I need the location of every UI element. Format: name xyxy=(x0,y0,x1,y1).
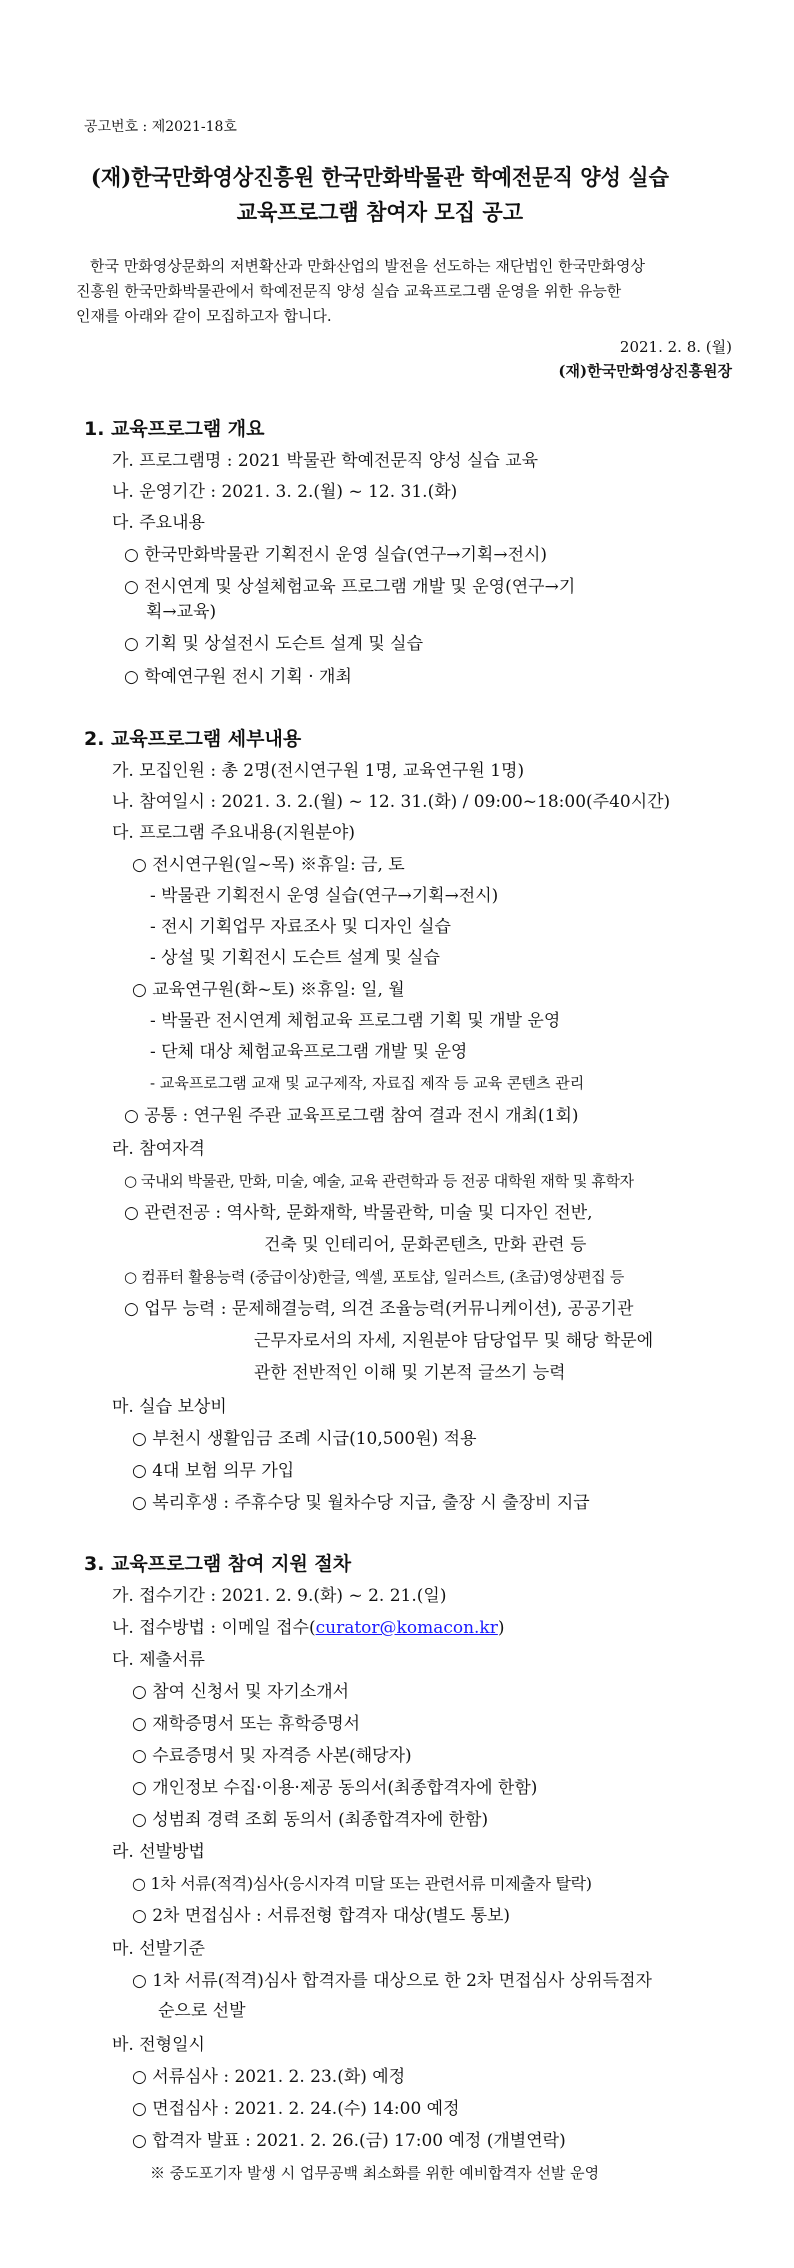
application-method-label: 나. 접수방법 : 이메일 접수( xyxy=(112,1618,316,1638)
section-1-heading: 1. 교육프로그램 개요 xyxy=(84,418,265,440)
list-item: ○ 4대 보험 의무 가입 xyxy=(132,1461,295,1481)
list-item: - 교육프로그램 교재 및 교구제작, 자료집 제작 등 교육 콘텐츠 관리 xyxy=(150,1074,585,1092)
operation-period: 나. 운영기간 : 2021. 3. 2.(월) ~ 12. 31.(화) xyxy=(112,482,458,502)
list-item: - 상설 및 기획전시 도슨트 설계 및 실습 xyxy=(150,948,440,968)
documents-label: 다. 제출서류 xyxy=(112,1650,205,1670)
education-researcher-head: ○ 교육연구원(화~토) ※휴일: 일, 월 xyxy=(132,980,405,1000)
list-item: ○ 컴퓨터 활용능력 (중급이상)한글, 엑셀, 포토샵, 일러스트, (초급)영상편집 등 xyxy=(124,1268,625,1286)
list-item: ○ 성범죄 경력 조회 동의서 (최종합격자에 한함) xyxy=(132,1810,489,1830)
list-item: ○ 국내외 박물관, 만화, 미술, 예술, 교육 관련학과 등 전공 대학원 재학 및 휴학자 xyxy=(124,1172,634,1190)
notice-number: 공고번호 : 제2021-18호 xyxy=(84,119,237,135)
list-item: - 단체 대상 체험교육프로그램 개발 및 운영 xyxy=(150,1042,468,1062)
main-content-label: 다. 주요내용 xyxy=(112,513,205,533)
program-content-label: 다. 프로그램 주요내용(지원분야) xyxy=(112,823,355,843)
list-item: ○ 참여 신청서 및 자기소개서 xyxy=(132,1682,350,1702)
exhibit-researcher-head: ○ 전시연구원(일~목) ※휴일: 금, 토 xyxy=(132,855,405,875)
qualification-label: 라. 참여자격 xyxy=(112,1139,205,1159)
list-item: ○ 1차 서류(적격)심사 합격자를 대상으로 한 2차 면접심사 상위득점자 xyxy=(132,1971,652,1991)
notice-date: 2021. 2. 8. (월) xyxy=(619,338,732,356)
list-item: ○ 복리후생 : 주휴수당 및 월차수당 지급, 출장 시 출장비 지급 xyxy=(132,1493,590,1513)
list-item: ○ 1차 서류(적격)심사(응시자격 미달 또는 관련서류 미제출자 탈락) xyxy=(132,1874,592,1893)
list-item: ○ 면접심사 : 2021. 2. 24.(수) 14:00 예정 xyxy=(132,2099,460,2119)
participation-schedule: 나. 참여일시 : 2021. 3. 2.(월) ~ 12. 31.(화) / 09:00~18:00(주40시간) xyxy=(112,792,671,812)
program-name: 가. 프로그램명 : 2021 박물관 학예전문직 양성 실습 교육 xyxy=(112,451,539,471)
list-item-continued: 관한 전반적인 이해 및 기본적 글쓰기 능력 xyxy=(254,1363,566,1383)
intro-line: 진흥원 한국만화박물관에서 학예전문직 양성 실습 교육프로그램 운영을 위한 유능한 xyxy=(76,282,622,300)
application-method-close: ) xyxy=(497,1618,505,1638)
list-item: ○ 서류심사 : 2021. 2. 23.(화) 예정 xyxy=(132,2067,406,2087)
compensation-label: 마. 실습 보상비 xyxy=(112,1397,227,1417)
list-item: ○ 업무 능력 : 문제해결능력, 의견 조율능력(커뮤니케이션), 공공기관 xyxy=(124,1299,634,1319)
list-item-continued: 건축 및 인테리어, 문화콘텐츠, 만화 관련 등 xyxy=(264,1235,587,1255)
list-item: ○ 전시연계 및 상설체험교육 프로그램 개발 및 운영(연구→기 xyxy=(124,577,576,597)
list-item: ○ 수료증명서 및 자격증 사본(해당자) xyxy=(132,1746,412,1766)
selection-method-label: 라. 선발방법 xyxy=(112,1842,205,1862)
list-item: - 전시 기획업무 자료조사 및 디자인 실습 xyxy=(150,917,451,937)
intro-line: 한국 만화영상문화의 저변확산과 만화산업의 발전을 선도하는 재단법인 한국만화영상 xyxy=(90,257,646,275)
list-item: ○ 관련전공 : 역사학, 문화재학, 박물관학, 미술 및 디자인 전반, xyxy=(124,1203,593,1223)
list-item: - 박물관 전시연계 체험교육 프로그램 기획 및 개발 운영 xyxy=(150,1011,561,1031)
section-3-heading: 3. 교육프로그램 참여 지원 절차 xyxy=(84,1553,352,1575)
application-method xyxy=(112,1617,505,1639)
list-item: ○ 2차 면접심사 : 서류전형 합격자 대상(별도 통보) xyxy=(132,1906,511,1926)
common-item: ○ 공통 : 연구원 주관 교육프로그램 참여 결과 전시 개최(1회) xyxy=(124,1106,579,1126)
section-2-heading: 2. 교육프로그램 세부내용 xyxy=(84,728,302,750)
list-item: ○ 부천시 생활임금 조례 시급(10,500원) 적용 xyxy=(132,1429,477,1449)
list-item: - 박물관 기획전시 운영 실습(연구→기획→전시) xyxy=(150,886,499,906)
list-item: ○ 학예연구원 전시 기획 · 개최 xyxy=(124,667,352,687)
list-item-continued: 순으로 선발 xyxy=(158,2001,246,2021)
list-item-continued: 근무자로서의 자세, 지원분야 담당업무 및 해당 학문에 xyxy=(254,1331,654,1351)
email-link[interactable]: curator@komacon.kr xyxy=(315,1618,498,1638)
note: ※ 중도포기자 발생 시 업무공백 최소화를 위한 예비합격자 선발 운영 xyxy=(150,2164,600,2182)
intro-line: 인재를 아래와 같이 모집하고자 합니다. xyxy=(76,307,332,325)
title-line-1: (재)한국만화영상진흥원 한국만화박물관 학예전문직 양성 실습 xyxy=(90,165,669,191)
list-item: ○ 합격자 발표 : 2021. 2. 26.(금) 17:00 예정 (개별연락) xyxy=(132,2131,566,2151)
list-item-continued: 획→교육) xyxy=(146,602,217,622)
list-item: ○ 한국만화박물관 기획전시 운영 실습(연구→기획→전시) xyxy=(124,545,548,565)
list-item: ○ 기획 및 상설전시 도슨트 설계 및 실습 xyxy=(124,634,423,654)
list-item: ○ 재학증명서 또는 휴학증명서 xyxy=(132,1714,361,1734)
issuer: (재)한국만화영상진흥원장 xyxy=(558,362,732,380)
list-item: ○ 개인정보 수집·이용·제공 동의서(최종합격자에 한함) xyxy=(132,1778,538,1798)
application-period: 가. 접수기간 : 2021. 2. 9.(화) ~ 2. 21.(일) xyxy=(112,1586,447,1606)
selection-criteria-label: 마. 선발기준 xyxy=(112,1939,205,1959)
title-line-2: 교육프로그램 참여자 모집 공고 xyxy=(236,200,524,226)
recruit-count: 가. 모집인원 : 총 2명(전시연구원 1명, 교육연구원 1명) xyxy=(112,761,525,781)
schedule-label: 바. 전형일시 xyxy=(112,2035,205,2055)
